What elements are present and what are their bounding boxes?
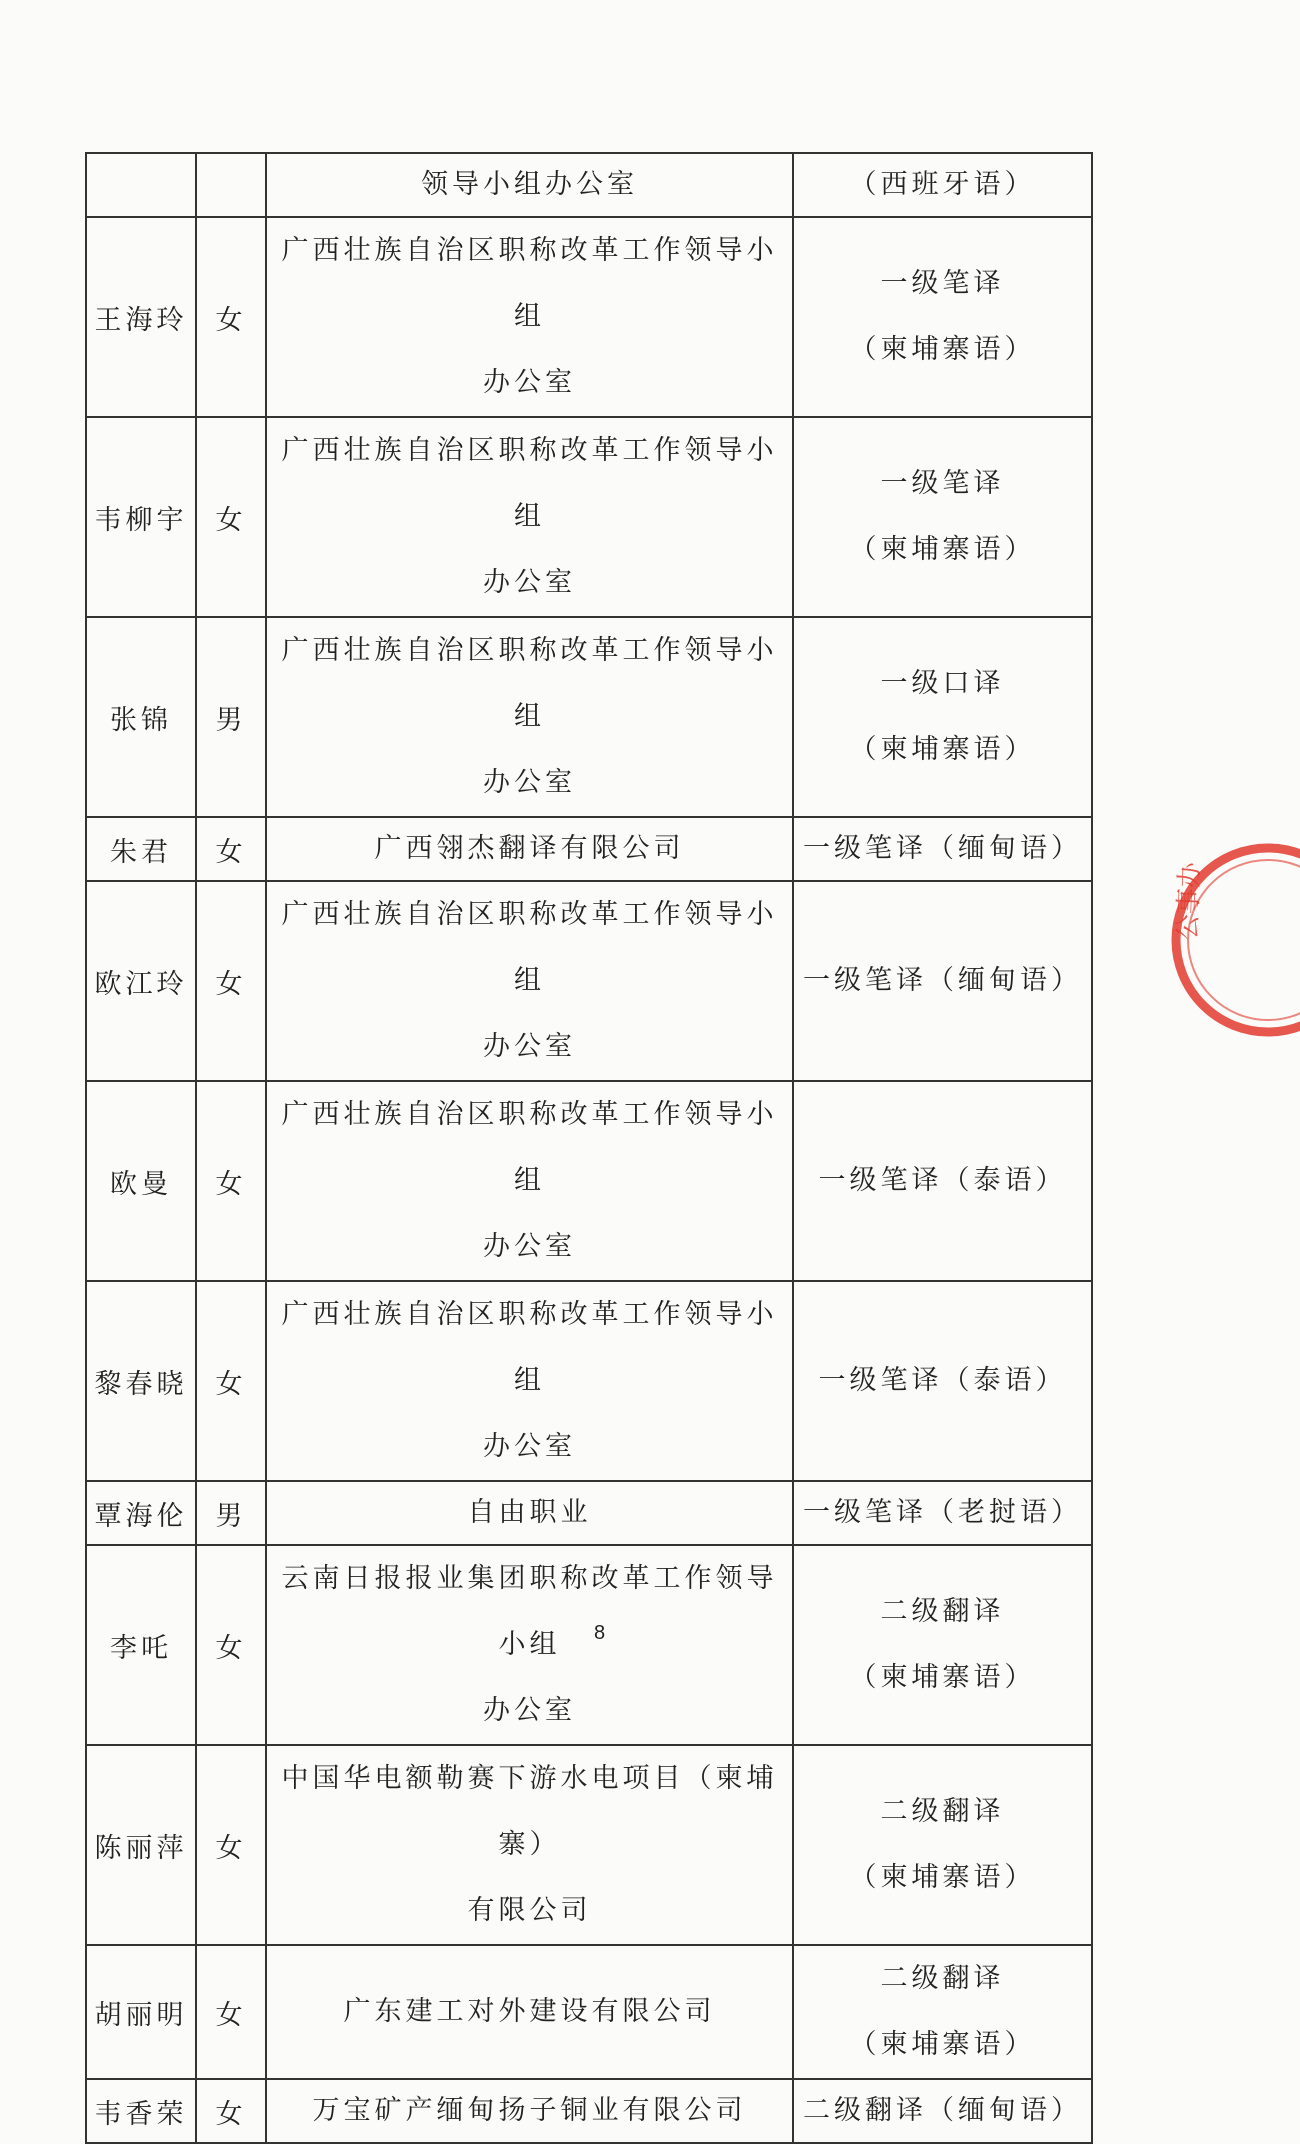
unit-text-line: 自由职业	[467, 1497, 592, 1528]
name-text: 覃海伦	[94, 1500, 188, 1532]
cell-unit	[266, 617, 793, 817]
unit-text-line: 广西翎杰翻译有限公司	[374, 833, 685, 864]
level-text-line: （柬埔寨语）	[849, 2029, 1036, 2060]
level-text-line: 一级笔译（缅甸语）	[803, 965, 1082, 996]
cell-gender	[196, 1745, 266, 1945]
name-text: 欧曼	[110, 1168, 172, 1200]
cell-unit	[266, 881, 793, 1081]
cell-level	[793, 2079, 1092, 2143]
gender-text: 女	[215, 2098, 247, 2130]
cell-name	[86, 817, 196, 881]
unit-text-line: 办公室	[483, 1431, 576, 1462]
cell-gender	[196, 1081, 266, 1281]
level-text-line: 一级笔译（缅甸语）	[803, 833, 1082, 864]
cell-level	[793, 1281, 1092, 1481]
cell-level	[793, 881, 1092, 1081]
unit-text-line: 领导小组办公室	[421, 169, 638, 200]
cell-level	[793, 1945, 1092, 2079]
cell-name	[86, 1081, 196, 1281]
cell-name	[86, 1745, 196, 1945]
cell-gender	[196, 2079, 266, 2143]
cell-gender	[196, 881, 266, 1081]
cell-unit	[266, 1081, 793, 1281]
cell-level	[793, 1745, 1092, 1945]
table-row	[86, 1945, 1092, 2079]
level-text-line: （柬埔寨语）	[849, 734, 1036, 765]
unit-text-line: 广西壮族自治区职称改革工作领导小组	[281, 635, 778, 732]
level-text-line: 一级笔译（泰语）	[818, 1365, 1067, 1396]
unit-text-line: 办公室	[483, 1031, 576, 1062]
unit-text-line: 办公室	[483, 567, 576, 598]
cell-name	[86, 1545, 196, 1745]
cell-name	[86, 417, 196, 617]
level-text-line: 二级翻译	[880, 1796, 1005, 1827]
gender-text: 男	[215, 1500, 247, 1532]
cell-level	[793, 417, 1092, 617]
cell-gender	[196, 417, 266, 617]
unit-text-line: 办公室	[483, 1231, 576, 1262]
unit-text-line: 广西壮族自治区职称改革工作领导小组	[281, 899, 778, 996]
cell-gender	[196, 1945, 266, 2079]
unit-text-line: 广西壮族自治区职称改革工作领导小组	[281, 435, 778, 532]
cell-name	[86, 881, 196, 1081]
cell-level	[793, 217, 1092, 417]
cell-unit	[266, 817, 793, 881]
cell-gender	[196, 153, 266, 217]
unit-text-line: 办公室	[483, 1695, 576, 1726]
gender-text: 女	[215, 1832, 247, 1864]
cell-gender	[196, 1545, 266, 1745]
level-text-line: 一级笔译	[880, 468, 1005, 499]
cell-unit	[266, 1481, 793, 1545]
cell-name	[86, 1945, 196, 2079]
level-text-line: 一级笔译（泰语）	[818, 1165, 1067, 1196]
cell-level	[793, 1081, 1092, 1281]
table-row	[86, 881, 1092, 1081]
unit-text-line: 办公室	[483, 367, 576, 398]
table-row	[86, 817, 1092, 881]
cell-unit	[266, 417, 793, 617]
level-text-line: 一级笔译（老挝语）	[803, 1497, 1082, 1528]
level-text-line: 一级口译	[880, 668, 1005, 699]
red-seal-stamp	[1160, 840, 1300, 1040]
level-text-line: 二级翻译	[880, 1596, 1005, 1627]
level-text-line: （柬埔寨语）	[849, 1662, 1036, 1693]
name-text: 陈丽萍	[94, 1832, 188, 1864]
level-text-line: （柬埔寨语）	[849, 534, 1036, 565]
name-text: 黎春晓	[94, 1368, 188, 1400]
name-text: 朱君	[110, 836, 172, 868]
level-text-line: 一级笔译	[880, 268, 1005, 299]
gender-text: 女	[215, 1632, 247, 1664]
name-text: 欧江玲	[94, 968, 188, 1000]
unit-text-line: 办公室	[483, 767, 576, 798]
unit-text-line: 广东建工对外建设有限公司	[343, 1996, 716, 2027]
level-text-line: （西班牙语）	[849, 169, 1036, 200]
personnel-table	[85, 152, 1093, 2144]
gender-text: 女	[215, 1368, 247, 1400]
table-row	[86, 617, 1092, 817]
name-text: 韦香荣	[94, 2098, 188, 2130]
table-row	[86, 1745, 1092, 1945]
cell-unit	[266, 2079, 793, 2143]
unit-text-line: 中国华电额勒赛下游水电项目（柬埔寨）	[281, 1763, 778, 1860]
cell-unit	[266, 1945, 793, 2079]
cell-name	[86, 2079, 196, 2143]
table-row	[86, 2079, 1092, 2143]
cell-gender	[196, 1481, 266, 1545]
gender-text: 女	[215, 836, 247, 868]
table-row	[86, 217, 1092, 417]
cell-level	[793, 1481, 1092, 1545]
cell-name	[86, 1281, 196, 1481]
gender-text: 女	[215, 304, 247, 336]
unit-text-line: 万宝矿产缅甸扬子铜业有限公司	[312, 2095, 747, 2126]
cell-unit	[266, 1745, 793, 1945]
level-text-line: （柬埔寨语）	[849, 334, 1036, 365]
cell-gender	[196, 817, 266, 881]
unit-text-line: 广西壮族自治区职称改革工作领导小组	[281, 235, 778, 332]
cell-name	[86, 217, 196, 417]
cell-unit	[266, 1281, 793, 1481]
cell-unit	[266, 153, 793, 217]
level-text-line: 二级翻译（缅甸语）	[803, 2095, 1082, 2126]
cell-gender	[196, 1281, 266, 1481]
table-row	[86, 1281, 1092, 1481]
cell-name	[86, 153, 196, 217]
cell-gender	[196, 217, 266, 417]
unit-text-line: 云南日报报业集团职称改革工作领导小组	[281, 1563, 778, 1660]
cell-level	[793, 617, 1092, 817]
gender-text: 女	[215, 1999, 247, 2031]
unit-text-line: 有限公司	[467, 1895, 592, 1926]
page-number: 8	[593, 1622, 606, 1644]
level-text-line: （柬埔寨语）	[849, 1862, 1036, 1893]
cell-name	[86, 1481, 196, 1545]
name-text: 韦柳宇	[94, 504, 188, 536]
level-text-line: 二级翻译	[880, 1963, 1005, 1994]
cell-level	[793, 817, 1092, 881]
cell-level	[793, 153, 1092, 217]
table-row	[86, 153, 1092, 217]
table-row	[86, 417, 1092, 617]
name-text: 胡丽明	[94, 1999, 188, 2031]
name-text: 王海玲	[94, 304, 188, 336]
cell-name	[86, 617, 196, 817]
gender-text: 女	[215, 504, 247, 536]
gender-text: 女	[215, 968, 247, 1000]
table-row	[86, 1081, 1092, 1281]
svg-text:公事办: 公事办	[1173, 861, 1206, 941]
cell-unit	[266, 1545, 793, 1745]
table-row	[86, 1481, 1092, 1545]
unit-text-line: 广西壮族自治区职称改革工作领导小组	[281, 1299, 778, 1396]
table-row	[86, 1545, 1092, 1745]
cell-unit	[266, 217, 793, 417]
cell-gender	[196, 617, 266, 817]
unit-text-line: 广西壮族自治区职称改革工作领导小组	[281, 1099, 778, 1196]
gender-text: 女	[215, 1168, 247, 1200]
name-text: 李吒	[110, 1632, 172, 1664]
personnel-table-body	[86, 153, 1092, 2143]
cell-level	[793, 1545, 1092, 1745]
name-text: 张锦	[110, 704, 172, 736]
gender-text: 男	[215, 704, 247, 736]
